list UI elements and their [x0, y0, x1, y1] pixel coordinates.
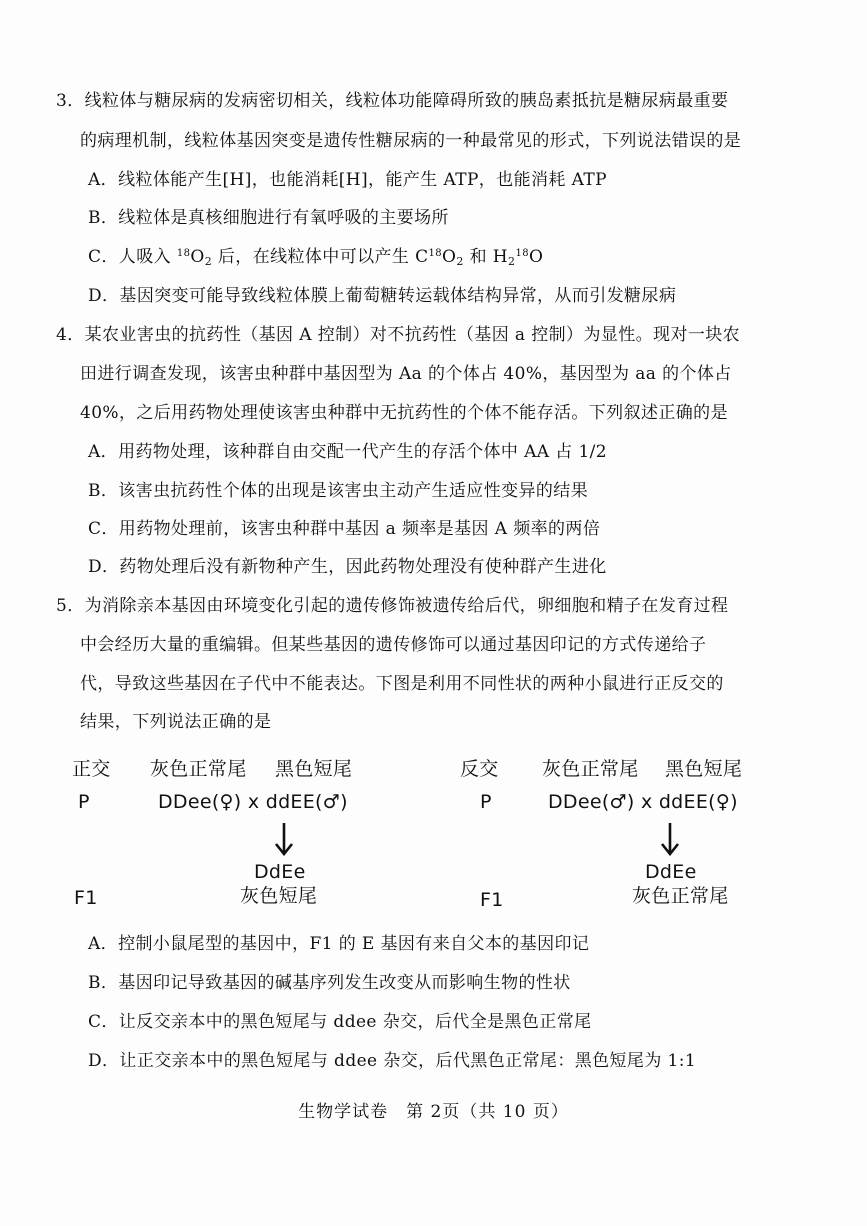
q3-option-a: A．线粒体能产生[H]，也能消耗[H]，能产生 ATP，也能消耗 ATP	[88, 170, 607, 190]
q5-stem-line1: 5．为消除亲本基因由环境变化引起的遗传修饰被遗传给后代，卵细胞和精子在发育过程	[56, 596, 729, 616]
diagram-right-f1-genotype: DdEe	[645, 861, 697, 883]
q3-option-b: B．线粒体是真核细胞进行有氧呼吸的主要场所	[88, 208, 449, 228]
q5-stem-line4: 结果，下列说法正确的是	[80, 712, 272, 732]
down-arrow-icon	[272, 822, 296, 856]
diagram-right-parent1-phenotype: 灰色正常尾	[542, 758, 639, 780]
diagram-left-title: 正交	[72, 758, 111, 780]
diagram-left-parent2-phenotype: 黑色短尾	[275, 758, 353, 780]
diagram-right-p-label: P	[480, 791, 492, 813]
diagram-left-parent1-phenotype: 灰色正常尾	[150, 758, 247, 780]
diagram-right-cross: DDee(♂) x ddEE(♀)	[548, 791, 738, 813]
q3-stem-line1: 3．线粒体与糖尿病的发病密切相关，线粒体功能障碍所致的胰岛素抵抗是糖尿病最重要	[56, 91, 729, 111]
diagram-right-f1-phenotype: 灰色正常尾	[632, 885, 729, 907]
q4-stem-line1: 4．某农业害虫的抗药性（基因 A 控制）对不抗药性（基因 a 控制）为显性。现对一块农	[56, 325, 741, 345]
q3-option-d: D．基因突变可能导致线粒体膜上葡萄糖转运载体结构异常，从而引发糖尿病	[88, 286, 677, 306]
q3-option-c: C．人吸入 $^{18}O_2$ 后，在线粒体中可以产生 $C^{18}O_2$ 和 $H_2^{18}O$	[88, 247, 544, 268]
diagram-left-f1-label: F1	[74, 887, 98, 909]
q5-option-c: C．让反交亲本中的黑色短尾与 ddee 杂交，后代全是黑色正常尾	[88, 1012, 592, 1032]
q4-stem-line2: 田进行调查发现，该害虫种群中基因型为 Aa 的个体占 40%，基因型为 aa 的个体占	[80, 364, 732, 384]
q3-stem-line2: 的病理机制，线粒体基因突变是遗传性糖尿病的一种最常见的形式，下列说法错误的是	[80, 131, 742, 151]
q5-stem-line3: 代，导致这些基因在子代中不能表达。下图是利用不同性状的两种小鼠进行正反交的	[80, 674, 724, 694]
q5-stem-line2: 中会经历大量的重编辑。但某些基因的遗传修饰可以通过基因印记的方式传递给子	[80, 635, 707, 655]
down-arrow-icon	[658, 822, 682, 856]
diagram-left-cross: DDee(♀) x ddEE(♂)	[158, 791, 348, 813]
q5-option-b: B．基因印记导致基因的碱基序列发生改变从而影响生物的性状	[88, 973, 571, 993]
diagram-right-parent2-phenotype: 黑色短尾	[665, 758, 743, 780]
q4-stem-line3: 40%，之后用药物处理使该害虫种群中无抗药性的个体不能存活。下列叙述正确的是	[80, 403, 728, 423]
diagram-left-f1-phenotype: 灰色短尾	[240, 885, 318, 907]
diagram-right-f1-label: F1	[480, 889, 504, 911]
q4-option-c: C．用药物处理前，该害虫种群中基因 a 频率是基因 A 频率的两倍	[88, 519, 601, 539]
diagram-left-p-label: P	[78, 791, 90, 813]
q5-option-a: A．控制小鼠尾型的基因中，F1 的 E 基因有来自父本的基因印记	[88, 934, 590, 954]
q4-option-a: A．用药物处理，该种群自由交配一代产生的存活个体中 AA 占 1/2	[88, 442, 607, 462]
q4-option-b: B．该害虫抗药性个体的出现是该害虫主动产生适应性变异的结果	[88, 481, 589, 501]
page-footer: 生物学试卷 第 2页（共 10 页）	[298, 1102, 569, 1122]
diagram-left-f1-genotype: DdEe	[254, 861, 306, 883]
q4-option-d: D．药物处理后没有新物种产生，因此药物处理没有使种群产生进化	[88, 557, 607, 577]
q5-option-d: D．让正交亲本中的黑色短尾与 ddee 杂交，后代黑色正常尾：黑色短尾为 1:1	[88, 1051, 697, 1071]
diagram-right-title: 反交	[460, 758, 499, 780]
